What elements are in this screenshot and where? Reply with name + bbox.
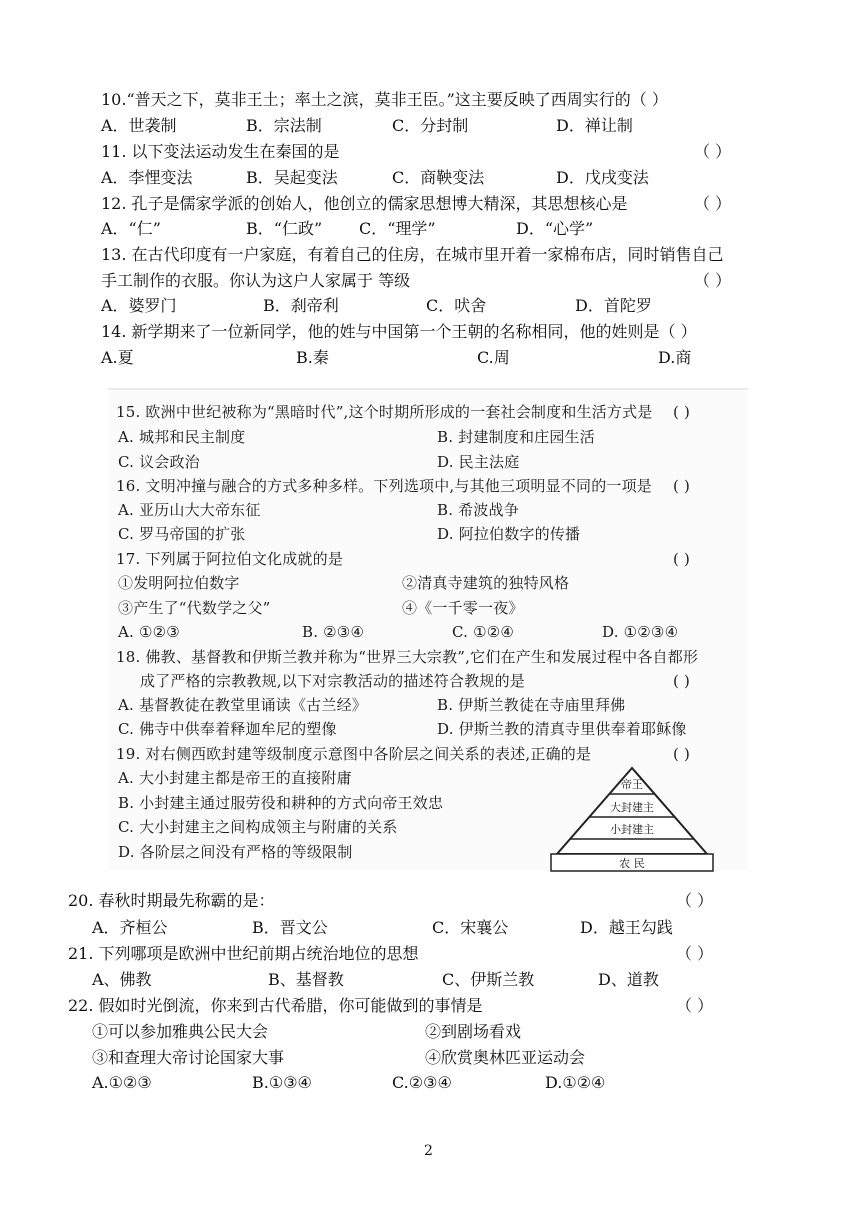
- q20-stem: 20. 春秋时期最先称霸的是：: [68, 891, 275, 910]
- q20-option-d: D．越王勾践: [580, 918, 673, 937]
- q18-option-a: A. 基督教徒在教堂里诵读《古兰经》: [118, 696, 367, 714]
- q22-option-d: D.①②④: [545, 1073, 606, 1092]
- q18-option-c: C. 佛寺中供奉着释迦牟尼的塑像: [118, 720, 337, 738]
- q19-option-a: A. 大小封建主都是帝王的直接附庸: [118, 769, 352, 787]
- q13-answer-paren: （ ）: [694, 271, 732, 290]
- q20-option-a: A．齐桓公: [92, 918, 168, 937]
- q14-option-a: A.夏: [101, 348, 134, 367]
- q21-option-c: C、伊斯兰教: [442, 970, 535, 989]
- q11-option-d: D．戊戌变法: [556, 168, 649, 187]
- q12-answer-paren: （ ）: [694, 194, 732, 213]
- q20-option-c: C．宋襄公: [432, 918, 509, 937]
- q13-stem-line1: 13. 在古代印度有一户家庭，有着自己的住房，在城市里开着一家棉布店，同时销售自己: [101, 245, 724, 264]
- q12-option-c: C．“理学”: [359, 219, 436, 238]
- q14-option-c: C.周: [477, 348, 510, 367]
- q10-stem: 10.“普天之下，莫非王土；率土之滨，莫非王臣。”这主要反映了西周实行的（ ）: [101, 90, 668, 109]
- q17-item-4: ④《一千零一夜》: [402, 599, 524, 617]
- q22-item-2: ②到剧场看戏: [425, 1022, 522, 1041]
- pyramid-level-great-lords: 大封建主: [610, 801, 654, 814]
- q22-answer-paren: （ ）: [676, 996, 714, 1015]
- q22-item-4: ④欣赏奥林匹亚运动会: [425, 1048, 586, 1067]
- q18-answer-paren: ( ): [673, 672, 691, 690]
- q12-option-d: D．“心学”: [516, 219, 594, 238]
- q11-option-a: A．李悝变法: [101, 168, 193, 187]
- q10-option-c: C．分封制: [392, 116, 469, 135]
- q22-item-1: ①可以参加雅典公民大会: [92, 1022, 269, 1041]
- q11-option-b: B．吴起变法: [246, 168, 338, 187]
- q14-option-d: D.商: [658, 348, 692, 367]
- q21-option-d: D、道教: [598, 970, 659, 989]
- q16-option-d: D. 阿拉伯数字的传播: [437, 525, 581, 543]
- q15-option-a: A. 城邦和民主制度: [118, 428, 246, 446]
- q13-option-d: D．首陀罗: [575, 296, 652, 315]
- q21-stem: 21. 下列哪项是欧洲中世纪前期占统治地位的思想: [68, 944, 419, 963]
- q16-option-c: C. 罗马帝国的扩张: [118, 525, 246, 543]
- q18-option-b: B. 伊斯兰教徒在寺庙里拜佛: [437, 696, 626, 714]
- q12-stem: 12. 孔子是儒家学派的创始人，他创立的儒家思想博大精深，其思想核心是: [101, 194, 628, 213]
- q17-option-b: B. ②③④: [302, 623, 365, 641]
- pyramid-level-king: 帝王: [621, 778, 643, 791]
- q18-stem-line1: 18. 佛教、基督教和伊斯兰教并称为“世界三大宗教”,它们在产生和发展过程中各自都形: [116, 648, 699, 666]
- q16-option-a: A. 亚历山大大帝东征: [118, 501, 261, 519]
- q11-answer-paren: （ ）: [694, 142, 732, 161]
- q11-stem: 11. 以下变法运动发生在秦国的是: [101, 142, 340, 161]
- q17-stem: 17. 下列属于阿拉伯文化成就的是: [116, 550, 344, 568]
- q11-option-c: C．商鞅变法: [392, 168, 485, 187]
- q17-option-d: D. ①②③④: [602, 623, 679, 641]
- q19-option-b: B. 小封建主通过服劳役和耕种的方式向帝王效忠: [118, 794, 444, 812]
- q16-option-b: B. 希波战争: [437, 501, 519, 519]
- q18-stem-line2: 成了严格的宗教教规,以下对宗教活动的描述符合教规的是: [140, 672, 525, 690]
- q16-stem: 16. 文明冲撞与融合的方式多种多样。下列选项中,与其他三项明显不同的一项是: [116, 477, 652, 495]
- q10-option-d: D．禅让制: [556, 116, 633, 135]
- q14-option-b: B.秦: [296, 348, 329, 367]
- q17-item-2: ②清真寺建筑的独特风格: [402, 574, 570, 592]
- q21-option-a: A、佛教: [92, 970, 152, 989]
- q17-item-1: ①发明阿拉伯数字: [118, 574, 240, 592]
- q16-answer-paren: ( ): [673, 477, 691, 495]
- q17-option-a: A. ①②③: [118, 623, 180, 641]
- page-number: 2: [424, 1143, 433, 1159]
- q15-answer-paren: ( ): [673, 403, 691, 421]
- q22-option-b: B.①③④: [252, 1073, 312, 1092]
- q20-option-b: B．晋文公: [252, 918, 328, 937]
- q15-stem: 15. 欧洲中世纪被称为“黑暗时代”,这个时期所形成的一套社会制度和生活方式是: [116, 403, 653, 421]
- q13-option-b: B．刹帝利: [263, 296, 339, 315]
- q21-option-b: B、基督教: [268, 970, 344, 989]
- q13-option-c: C．吠舍: [426, 296, 487, 315]
- q22-item-3: ③和查理大帝讨论国家大事: [92, 1048, 285, 1067]
- q19-option-c: C. 大小封建主之间构成领主与附庸的关系: [118, 818, 398, 836]
- q19-answer-paren: ( ): [673, 745, 691, 763]
- pyramid-level-minor-lords: 小封建主: [610, 823, 654, 836]
- q12-option-b: B．“仁政”: [246, 219, 323, 238]
- q10-option-b: B．宗法制: [246, 116, 322, 135]
- q17-item-3: ③产生了“代数学之父”: [118, 599, 271, 617]
- feudal-pyramid-diagram: [548, 766, 716, 876]
- q18-option-d: D. 伊斯兰教的清真寺里供奉着耶稣像: [437, 720, 687, 738]
- q19-stem: 19. 对右侧西欧封建等级制度示意图中各阶层之间关系的表述,正确的是: [116, 745, 592, 763]
- q12-option-a: A．“仁”: [101, 219, 161, 238]
- q22-stem: 22. 假如时光倒流，你来到古代希腊，你可能做到的事情是: [68, 996, 483, 1015]
- q14-stem: 14. 新学期来了一位新同学，他的姓与中国第一个王朝的名称相同，他的姓则是（ ）: [101, 322, 697, 341]
- pyramid-level-peasants: 农 民: [619, 857, 645, 870]
- q19-option-d: D. 各阶层之间没有严格的等级限制: [118, 843, 353, 861]
- q15-option-b: B. 封建制度和庄园生活: [437, 428, 595, 446]
- q13-option-a: A．婆罗门: [101, 296, 177, 315]
- q21-answer-paren: （ ）: [676, 944, 714, 963]
- q22-option-a: A.①②③: [92, 1073, 152, 1092]
- q20-answer-paren: （ ）: [676, 891, 714, 910]
- q10-option-a: A．世袭制: [101, 116, 177, 135]
- q22-option-c: C.②③④: [392, 1073, 452, 1092]
- q13-stem-line2: 手工制作的衣服。你认为这户人家属于 等级: [101, 271, 411, 290]
- q15-option-c: C. 议会政治: [118, 453, 200, 471]
- q17-option-c: C. ①②④: [452, 623, 515, 641]
- q17-answer-paren: ( ): [673, 550, 691, 568]
- q15-option-d: D. 民主法庭: [437, 453, 520, 471]
